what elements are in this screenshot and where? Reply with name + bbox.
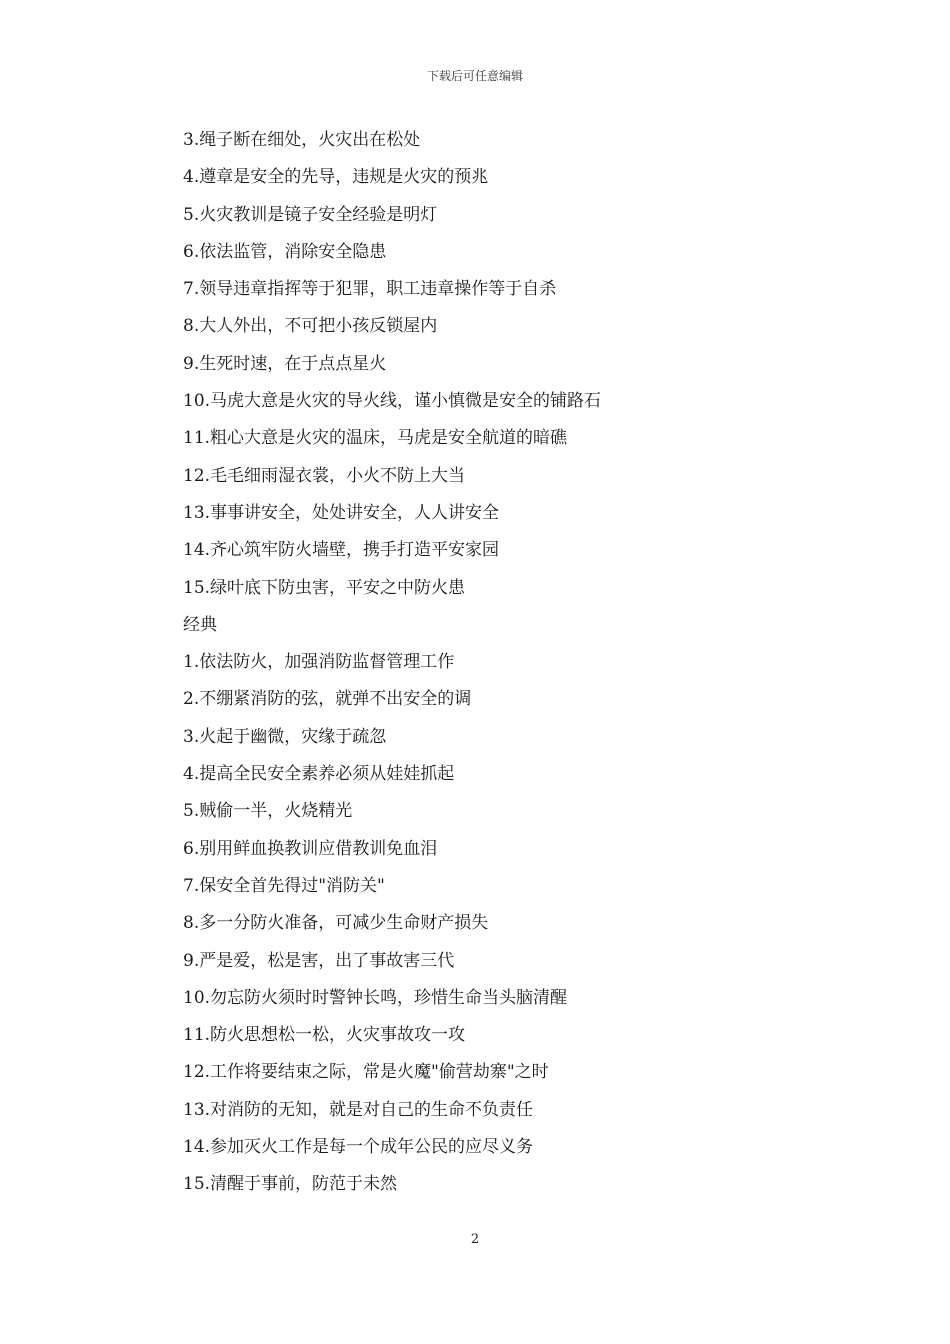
text-line: 4.遵章是安全的先导，违规是火灾的预兆 — [183, 167, 489, 188]
text-line: 1.依法防火，加强消防监督管理工作 — [183, 652, 455, 673]
text-line: 3.火起于幽微，灾缘于疏忽 — [183, 726, 387, 747]
text-line: 12.工作将要结束之际，常是火魔"偷营劫寨"之时 — [183, 1062, 549, 1083]
page-number: 2 — [470, 1232, 480, 1247]
text-line: 9.生死时速，在于点点星火 — [183, 353, 387, 374]
text-line: 5.火灾教训是镜子安全经验是明灯 — [183, 204, 438, 225]
page-header: 下载后可任意编辑 — [426, 69, 523, 83]
text-line: 15.绿叶底下防虫害，平安之中防火患 — [183, 577, 466, 598]
text-line: 3.绳子断在细处，火灾出在松处 — [183, 130, 421, 150]
text-line: 7.保安全首先得过"消防关" — [183, 875, 385, 896]
text-line: 7.领导违章指挥等于犯罪，职工违章操作等于自杀 — [183, 279, 557, 300]
text-line: 11.粗心大意是火灾的温床，马虎是安全航道的暗礁 — [183, 428, 568, 449]
text-line: 11.防火思想松一松，火灾事故攻一攻 — [183, 1025, 466, 1046]
text-line: 6.别用鲜血换教训应借教训免血泪 — [183, 838, 438, 859]
text-line: 9.严是爱，松是害，出了事故害三代 — [183, 950, 455, 971]
text-line: 14.参加灭火工作是每一个成年公民的应尽义务 — [183, 1137, 534, 1158]
text-line: 10.马虎大意是火灾的导火线，谨小慎微是安全的铺路石 — [183, 391, 602, 412]
text-line: 6.依法监管，消除安全隐患 — [183, 241, 387, 262]
text-line: 12.毛毛细雨湿衣裳，小火不防上大当 — [183, 465, 466, 486]
text-line: 5.贼偷一半，火烧精光 — [183, 801, 353, 822]
text-line: 13.事事讲安全，处处讲安全，人人讲安全 — [183, 502, 500, 523]
text-line: 15.清醒于事前，防范于未然 — [183, 1174, 398, 1195]
text-line: 14.齐心筑牢防火墙壁，携手打造平安家园 — [183, 540, 500, 561]
text-line: 4.提高全民安全素养必须从娃娃抓起 — [183, 764, 455, 785]
text-line: 13.对消防的无知，就是对自己的生命不负责任 — [183, 1099, 534, 1120]
text-line: 8.多一分防火准备，可减少生命财产损失 — [183, 913, 489, 934]
text-line: 8.大人外出，不可把小孩反锁屋内 — [183, 316, 438, 337]
document-body — [183, 122, 883, 1204]
text-line: 10.勿忘防火须时时警钟长鸣，珍惜生命当头脑清醒 — [183, 987, 568, 1008]
text-line: 2.不绷紧消防的弦，就弹不出安全的调 — [183, 689, 472, 710]
section-heading: 经典 — [183, 614, 217, 635]
